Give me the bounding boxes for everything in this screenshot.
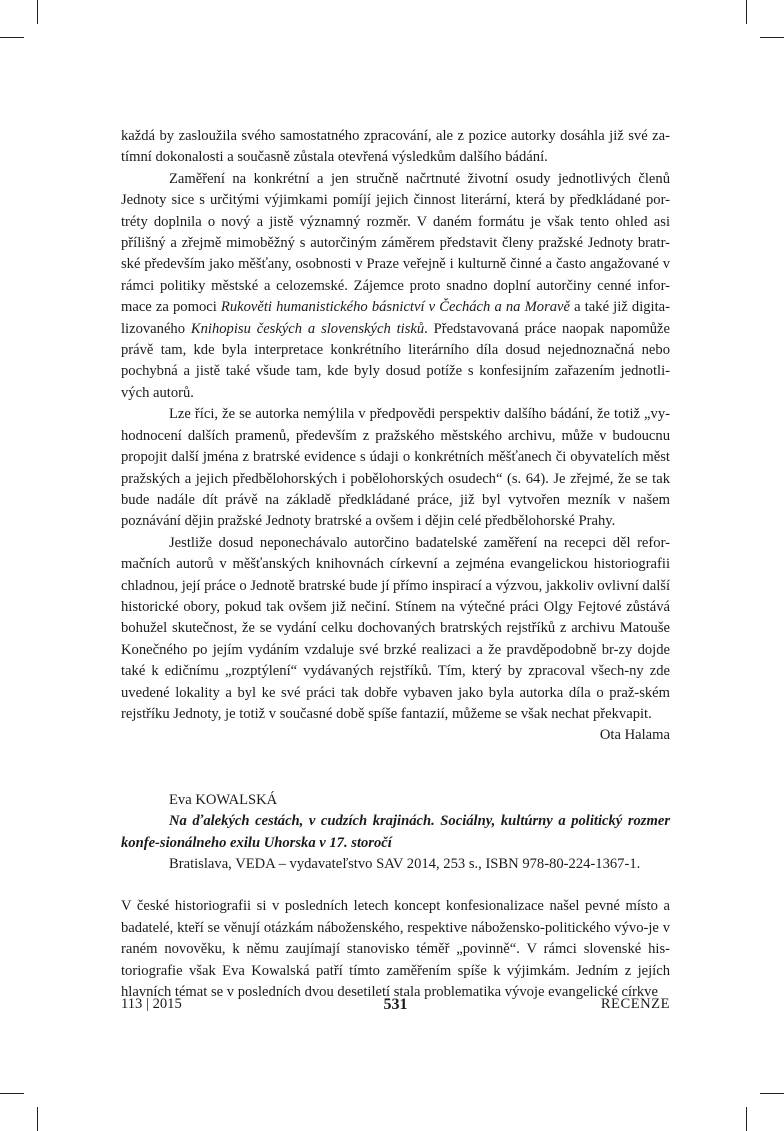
- review-paragraph: [121, 169, 670, 404]
- text-segment: a také již digita-lizovaného: [121, 299, 670, 337]
- review-paragraphs: [121, 126, 670, 725]
- review-opening-paragraph: V české historiografii si v posledních letech koncept konfesionalizace našel pevné místo a badatelé, kteří se věnují otázkám náboženského, respektive nábožensko-politického vývo-je v raném novověku, k němu zaujímají stanovisko téměř „povinně“. V rámci slovenské his-toriografie však Eva Kowalská patří tímto zaměřením spíše k výjimkám. Jedním z jejích hlavních témat se v posledních dvou desetiletí stala problematika vývoje evangelické církve: [121, 898, 670, 1001]
- book-publication: Bratislava, VEDA – vydavateľstvo SAV 2014, 253 s., ISBN 978-80-224-1367-1.: [169, 856, 641, 872]
- book-author: Eva KOWALSKÁ: [169, 791, 278, 808]
- paragraph-gap: [121, 875, 670, 896]
- page-number: 531: [383, 996, 408, 1013]
- italic-title-segment: Knihopisu českých a slovenských tisků: [190, 320, 425, 337]
- crop-mark-top-right-h: [760, 37, 784, 38]
- crop-mark-top-left-h: [0, 37, 24, 38]
- crop-mark-top-left: [37, 0, 38, 24]
- review-paragraph: [121, 404, 670, 532]
- article-body: [121, 126, 670, 1003]
- crop-mark-bottom-left-h: [0, 1093, 24, 1094]
- text-segment: Zaměření na konkrétní a jen stručně načrtnuté životní osudy jednotlivých členů Jednoty sice s určitými výjimkami pomíjí jejich činnost literární, která by předkládané por-tréty doplnila o nový a jistě významný rozměr. V daném formátu je však tento ohled asi přílišný a zřejmě mimoběžný s autorčiným záměrem představit členy pražské Jednoty bratr-ské především jako měšťany, osobnosti v Praze veřejně i kulturně činné a často angažované v rámci politiky městské a celozemské. Zájemce proto snadno doplní autorčiny cenné infor-mace za pomoci: [121, 170, 670, 316]
- page-footer: [121, 996, 670, 1020]
- section-label: RECENZE: [600, 996, 670, 1012]
- section-spacer: [121, 747, 670, 790]
- book-title: Na ďalekých cestách, v cudzích krajinách. Sociálny, kultúrny a politický rozmer konfe-sionálneho exilu Uhorska v 17. storočí: [121, 813, 670, 851]
- reviewer-signature: Ota Halama: [599, 727, 670, 744]
- journal-issue: 113 | 2015: [121, 996, 182, 1012]
- crop-mark-bottom-right: [746, 1107, 747, 1131]
- review-paragraph: [121, 126, 670, 169]
- text-segment: . Představovaná práce naopak napomůže právě tam, kde byla interpretace konkrétního literárního díla dosud nejednoznačná nebo pochybná a jistě také všude tam, kde byly dosud potíže s konfesijním zařazením jednotli-vých autorů.: [121, 320, 670, 401]
- crop-mark-top-right: [746, 0, 747, 24]
- crop-mark-bottom-left: [37, 1107, 38, 1131]
- crop-mark-bottom-right-h: [760, 1093, 784, 1094]
- review-paragraph: [121, 533, 670, 726]
- text-segment: každá by zasloužila svého samostatného zpracování, ale z pozice autorky dosáhla již své za-tímní dokonalosti a současně zůstala otevřená výsledkům dalšího bádání.: [121, 128, 670, 166]
- text-segment: Jestliže dosud neponechávalo autorčino badatelské zaměření na recepci děl refor-mačních autorů v měšťanských knihovnách církevní a zejména evangelickou historiografii chladnou, její práce o Jednotě bratrské bude jí přímo inspirací a výzvou, jakkoliv ovlivní další historické obory, pokud tak ovšem již nečiní. Stínem na výtečné práci Olgy Fejtové zůstává bohužel skutečnost, že se vydání celku dochovaných bratrských rejstříků z archivu Matouše Konečného po jejím vydáním vzdaluje své brzké realizaci a že pravděpodobně br-zy dojde také k edičnímu „rozptýlení“ vydávaných rejstříků. Tím, který by zpracoval všech-ny zde uvedené lokality a byl ke své práci tak dobře vybaven jako byla autorka díla o praž-ském rejstříku Jednoty, je totiž v současné době spíše fantazií, můžeme se však nechat překvapit.: [121, 534, 670, 722]
- italic-title-segment: Rukověti humanistického básnictví v Čechách a na Moravě: [220, 299, 570, 316]
- text-segment: Lze říci, že se autorka nemýlila v předpovědi perspektiv dalšího bádání, že totiž „vy-hodnocení dalších pramenů, především z pražského městského archivu, může v budoucnu propojit další jména z bratrské evidence s údaji o konkrétních měšťanech či obyvatelích měst pražských a jejich předbělohorských i pobělohorských osudech“ (s. 64). Je zřejmé, že se tak bude nadále dít právě na základě předkládané práce, již byl vytvořen mezník v našem poznávání dějin pražské Jednoty bratrské a ovšem i dějin celé předbělohorské Prahy.: [121, 406, 670, 530]
